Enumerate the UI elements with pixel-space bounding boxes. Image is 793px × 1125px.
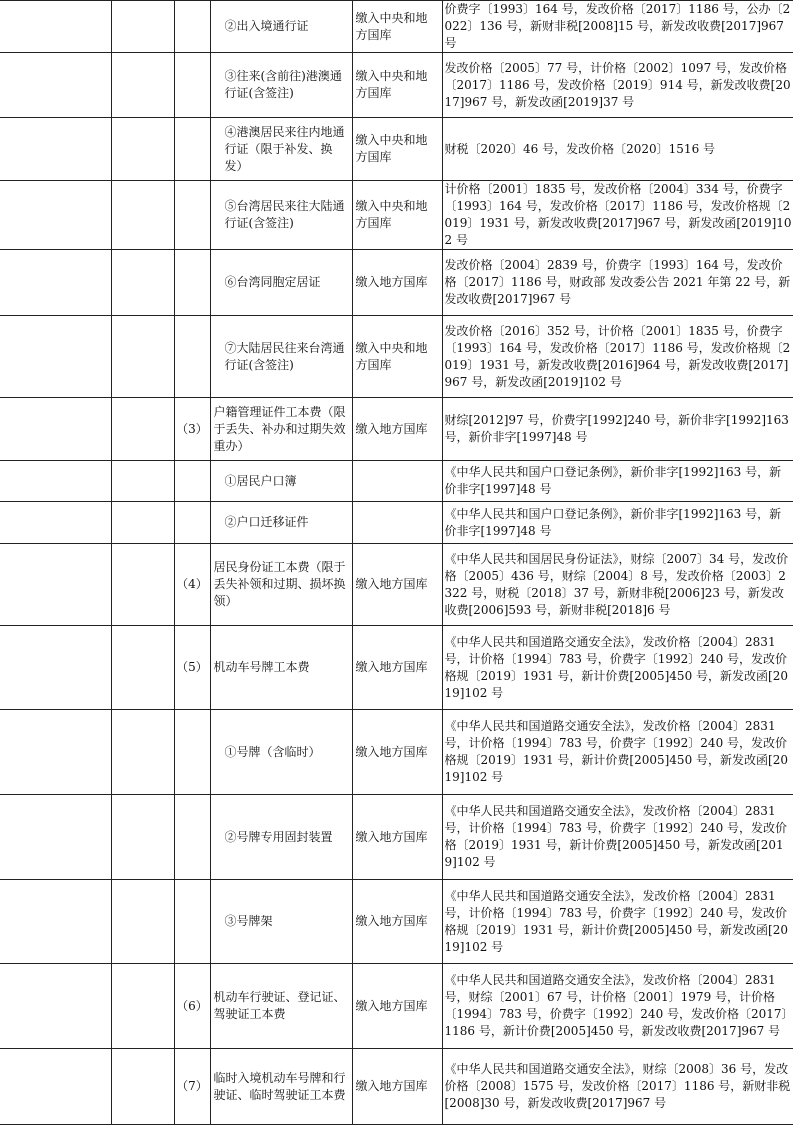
- policy-basis: 《中华人民共和国道路交通安全法》，财综〔2008〕36 号，发改价格〔2008〕1575 号，发改价格〔2017〕1186 号，新财非税[2008]30 号，新发改收费[2017]967 号: [442, 1049, 793, 1125]
- policy-basis: 财综[2012]97 号，价费字[1992]240 号，新价非字[1992]163 号，新价非字[1997]48 号: [442, 398, 793, 461]
- subcategory-cell: [111, 250, 174, 316]
- item-name: 机动车号牌工本费: [210, 626, 352, 710]
- subcategory-cell: [111, 181, 174, 250]
- category-cell: [0, 626, 111, 710]
- item-number: [174, 118, 210, 181]
- item-name: ③号牌架: [210, 880, 352, 964]
- table-row: [0, 316, 793, 398]
- subcategory-cell: [111, 1, 174, 53]
- subcategory-cell: [111, 710, 174, 795]
- policy-basis: 《中华人民共和国居民身份证法》，财综〔2007〕34 号，发改价格〔2005〕436 号，财综〔2004〕8 号，发改价格〔2003〕2322 号，财税〔2018〕37 号，新财非税[2006]23 号，新发改收费[2006]593 号，新财非税[2018]6 号: [442, 544, 793, 626]
- item-name: 机动车行驶证、登记证、驾驶证工本费: [210, 964, 352, 1049]
- subcategory-cell: [111, 544, 174, 626]
- table-row: [0, 502, 793, 544]
- revenue-destination: 缴入地方国库: [352, 250, 442, 316]
- item-name: ②户口迁移证件: [210, 502, 352, 544]
- revenue-destination: 缴入地方国库: [352, 1049, 442, 1125]
- table-row: [0, 710, 793, 795]
- item-name: ①居民户口簿: [210, 461, 352, 502]
- item-name: 户籍管理证件工本费（限于丢失、补办和过期失效重办）: [210, 398, 352, 461]
- table-row: [0, 880, 793, 964]
- subcategory-cell: [111, 398, 174, 461]
- item-number: [174, 880, 210, 964]
- item-number: [174, 461, 210, 502]
- item-number: （4）: [174, 544, 210, 626]
- item-number: [174, 502, 210, 544]
- category-cell: [0, 544, 111, 626]
- item-number: [174, 710, 210, 795]
- item-number: （3）: [174, 398, 210, 461]
- policy-basis: 计价格〔2001〕1835 号，发改价格〔2004〕334 号，价费字〔1993〕164 号，发改价格〔2017〕1186 号，发改价格规〔2019〕1931 号，新发改收费[2017]967 号，新发改函[2019]102 号: [442, 181, 793, 250]
- subcategory-cell: [111, 502, 174, 544]
- subcategory-cell: [111, 626, 174, 710]
- table-row: [0, 795, 793, 880]
- subcategory-cell: [111, 1049, 174, 1125]
- revenue-destination: [352, 502, 442, 544]
- subcategory-cell: [111, 461, 174, 502]
- item-name: ⑥台湾同胞定居证: [210, 250, 352, 316]
- table-row: [0, 1049, 793, 1125]
- category-cell: [0, 316, 111, 398]
- subcategory-cell: [111, 795, 174, 880]
- category-cell: [0, 1049, 111, 1125]
- policy-basis: 《中华人民共和国道路交通安全法》，发改价格〔2004〕2831 号，计价格〔1994〕783 号，价费字〔1992〕240 号，发改价格规〔2019〕1931 号，新计价费[2005]450 号，新发改函[2019]102 号: [442, 710, 793, 795]
- item-number: （5）: [174, 626, 210, 710]
- item-name: ⑤台湾居民来往大陆通行证(含签注): [210, 181, 352, 250]
- table-row: [0, 964, 793, 1049]
- item-number: [174, 795, 210, 880]
- revenue-destination: 缴入地方国库: [352, 544, 442, 626]
- category-cell: [0, 795, 111, 880]
- policy-basis: 财税〔2020〕46 号，发改价格〔2020〕1516 号: [442, 118, 793, 181]
- table-row: [0, 398, 793, 461]
- item-number: [174, 250, 210, 316]
- policy-basis: 发改价格〔2004〕2839 号，价费字〔1993〕164 号，发改价格〔2017〕1186 号，财政部 发改委公告 2021 年第 22 号，新发改收费[2017]967 号: [442, 250, 793, 316]
- item-name: ①号牌（含临时）: [210, 710, 352, 795]
- policy-basis: 发改价格〔2005〕77 号，计价格〔2002〕1097 号，发改价格〔2017〕1186 号，发改价格〔2019〕914 号，新发改收费[2017]967 号，新发改函[2019]37 号: [442, 53, 793, 118]
- revenue-destination: 缴入中央和地方国库: [352, 118, 442, 181]
- category-cell: [0, 502, 111, 544]
- policy-basis: 《中华人民共和国道路交通安全法》，发改价格〔2004〕2831 号，财综〔2001〕67 号，计价格〔2001〕1979 号，计价格〔1994〕783 号，价费字〔1992〕240 号，发改价格〔2017〕1186 号，新计价费[2005]450 号，新发改收费[2017]967 号: [442, 964, 793, 1049]
- revenue-destination: 缴入地方国库: [352, 710, 442, 795]
- category-cell: [0, 118, 111, 181]
- subcategory-cell: [111, 880, 174, 964]
- category-cell: [0, 398, 111, 461]
- table-row: [0, 53, 793, 118]
- table-row: [0, 118, 793, 181]
- revenue-destination: 缴入地方国库: [352, 398, 442, 461]
- subcategory-cell: [111, 964, 174, 1049]
- revenue-destination: 缴入地方国库: [352, 795, 442, 880]
- item-name: ④港澳居民来往内地通行证（限于补发、换发）: [210, 118, 352, 181]
- item-number: （7）: [174, 1049, 210, 1125]
- table-row: [0, 626, 793, 710]
- revenue-destination: 缴入中央和地方国库: [352, 53, 442, 118]
- item-name: ③往来(含前往)港澳通行证(含签注): [210, 53, 352, 118]
- revenue-destination: 缴入地方国库: [352, 626, 442, 710]
- item-number: [174, 53, 210, 118]
- revenue-destination: [352, 461, 442, 502]
- policy-basis: 发改价格〔2016〕352 号，计价格〔2001〕1835 号，价费字〔1993〕164 号，发改价格〔2017〕1186 号，发改价格规〔2019〕1931 号，新发改收费[2016]964 号，新发改收费[2017]967 号，新发改函[2019]102 号: [442, 316, 793, 398]
- policy-basis: 《中华人民共和国道路交通安全法》，发改价格〔2004〕2831 号，计价格〔1994〕783 号，价费字〔1992〕240 号，发改价格〔2019〕1931 号，新计价费[2005]450 号，新发改函[2019]102 号: [442, 795, 793, 880]
- policy-basis: 《中华人民共和国户口登记条例》，新价非字[1992]163 号，新价非字[1997]48 号: [442, 502, 793, 544]
- table-row: [0, 1, 793, 53]
- revenue-destination: 缴入中央和地方国库: [352, 181, 442, 250]
- item-number: [174, 1, 210, 53]
- table-row: [0, 181, 793, 250]
- item-name: ②出入境通行证: [210, 1, 352, 53]
- revenue-destination: 缴入地方国库: [352, 964, 442, 1049]
- policy-basis: 价费字〔1993〕164 号，发改价格〔2017〕1186 号，公办〔2022〕136 号，新财非税[2008]15 号，新发改收费[2017]967 号: [442, 1, 793, 53]
- item-name: 居民身份证工本费（限于丢失补领和过期、损坏换领）: [210, 544, 352, 626]
- item-name: ②号牌专用固封装置: [210, 795, 352, 880]
- category-cell: [0, 250, 111, 316]
- category-cell: [0, 964, 111, 1049]
- policy-basis: 《中华人民共和国道路交通安全法》，发改价格〔2004〕2831 号，计价格〔1994〕783 号，价费字〔1992〕240 号，发改价格规〔2019〕1931 号，新计价费[2005]450 号，新发改函[2019]102 号: [442, 626, 793, 710]
- subcategory-cell: [111, 316, 174, 398]
- fee-table-body: [0, 1, 793, 1125]
- category-cell: [0, 461, 111, 502]
- category-cell: [0, 181, 111, 250]
- table-row: [0, 250, 793, 316]
- item-name: ⑦大陆居民往来台湾通行证(含签注): [210, 316, 352, 398]
- category-cell: [0, 880, 111, 964]
- subcategory-cell: [111, 118, 174, 181]
- revenue-destination: 缴入中央和地方国库: [352, 1, 442, 53]
- revenue-destination: 缴入地方国库: [352, 880, 442, 964]
- category-cell: [0, 1, 111, 53]
- item-number: （6）: [174, 964, 210, 1049]
- category-cell: [0, 53, 111, 118]
- item-number: [174, 181, 210, 250]
- table-row: [0, 461, 793, 502]
- policy-basis: 《中华人民共和国户口登记条例》，新价非字[1992]163 号，新价非字[1997]48 号: [442, 461, 793, 502]
- policy-basis: 《中华人民共和国道路交通安全法》，发改价格〔2004〕2831 号，计价格〔1994〕783 号，价费字〔1992〕240 号，发改价格规〔2019〕1931 号，新计价费[2005]450 号，新发改函[2019]102 号: [442, 880, 793, 964]
- item-name: 临时入境机动车号牌和行驶证、临时驾驶证工本费: [210, 1049, 352, 1125]
- item-number: [174, 316, 210, 398]
- revenue-destination: 缴入中央和地方国库: [352, 316, 442, 398]
- category-cell: [0, 710, 111, 795]
- subcategory-cell: [111, 53, 174, 118]
- table-row: [0, 544, 793, 626]
